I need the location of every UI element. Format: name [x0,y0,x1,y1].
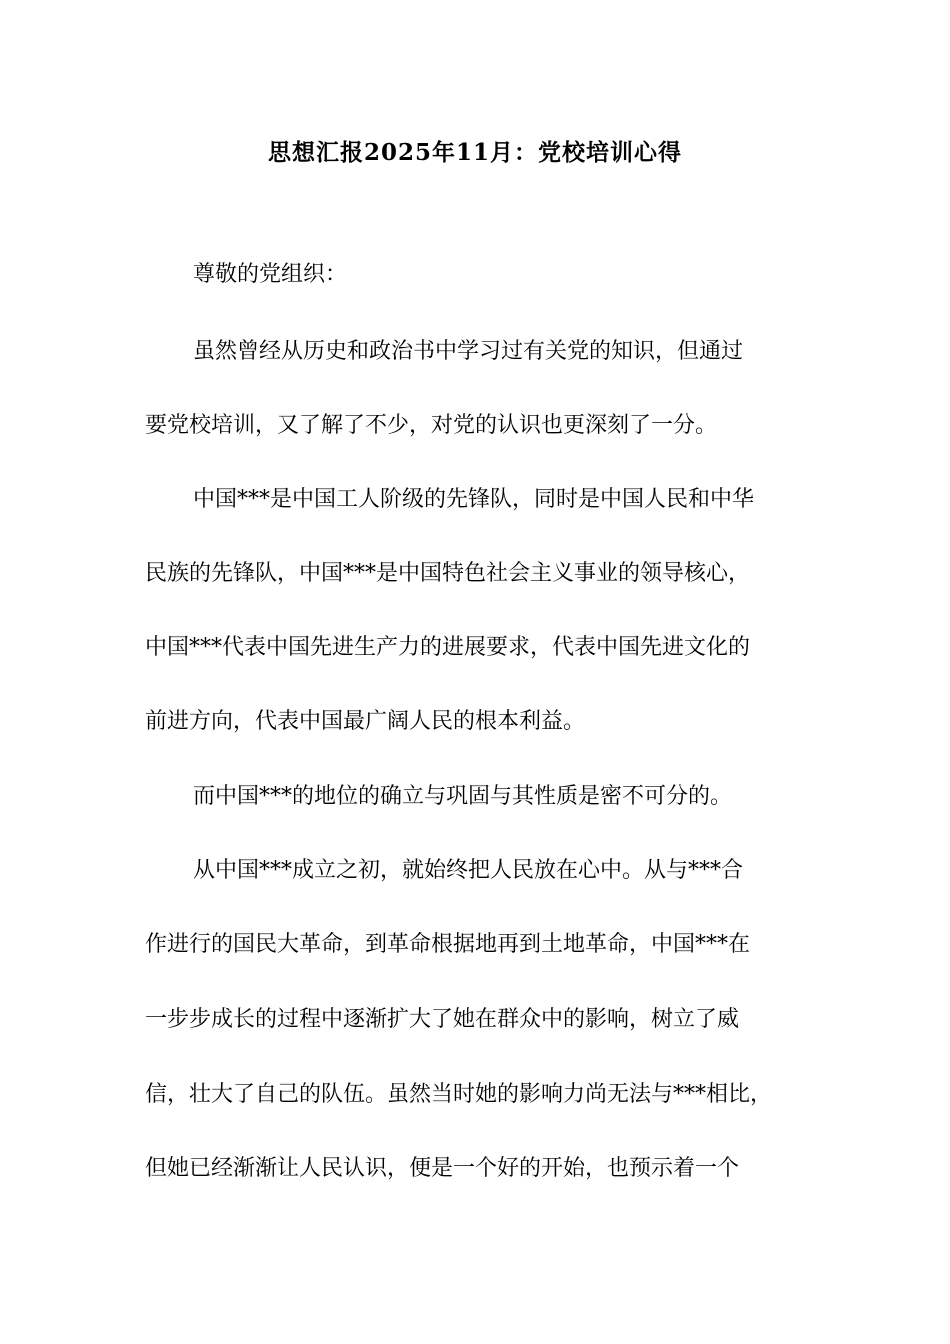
body-line: 中国***代表中国先进生产力的进展要求，代表中国先进文化的 [145,635,751,660]
body-line: 信，壮大了自己的队伍。虽然当时她的影响力尚无法与***相比， [145,1082,773,1107]
document-title: 思想汇报2025年11月：党校培训心得 [267,139,683,166]
body-line: 虽然曾经从历史和政治书中学习过有关党的知识，但通过 [193,339,744,364]
body-line: 作进行的国民大革命，到革命根据地再到土地革命，中国***在 [145,932,751,957]
body-line: 一步步成长的过程中逐渐扩大了她在群众中的影响，树立了威 [145,1007,740,1032]
body-line: 而中国***的地位的确立与巩固与其性质是密不可分的。 [193,784,733,809]
body-line: 中国***是中国工人阶级的先锋队，同时是中国人民和中华 [193,487,755,512]
body-line: 但她已经渐渐让人民认识，便是一个好的开始，也预示着一个 [145,1156,740,1181]
body-line: 从中国***成立之初，就始终把人民放在心中。从与***合 [193,858,744,883]
body-line: 要党校培训，又了解了不少，对党的认识也更深刻了一分。 [145,413,718,438]
body-line: 前进方向，代表中国最广阔人民的根本利益。 [145,709,586,734]
body-line: 民族的先锋队，中国***是中国特色社会主义事业的领导核心， [145,561,751,586]
salutation: 尊敬的党组织： [193,262,348,287]
